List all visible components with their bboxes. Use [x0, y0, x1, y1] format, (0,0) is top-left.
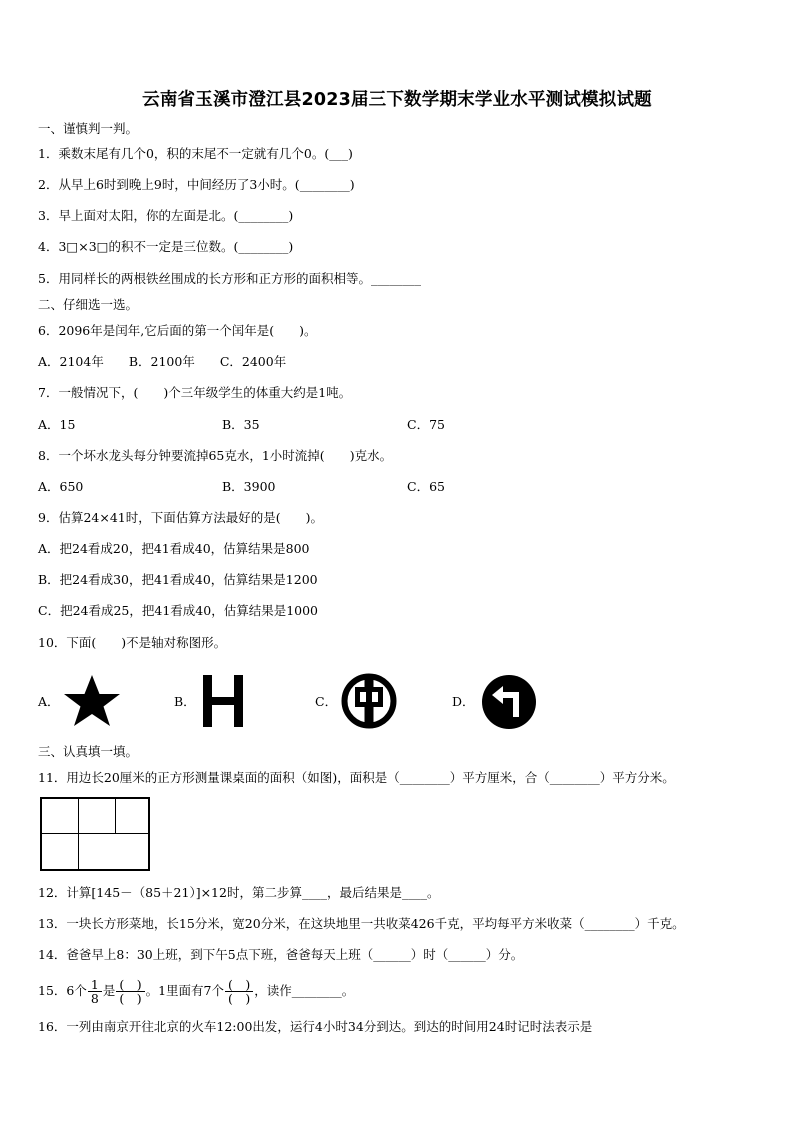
section-heading-choice: 二、仔细选一选。	[38, 297, 139, 312]
left-turn-sign-icon	[480, 673, 538, 731]
question-2: 2．从早上6时到晚上9时，中间经历了3小时。(________)	[38, 177, 355, 192]
question-11: 11．用边长20厘米的正方形测量课桌面的面积（如图)，面积是（________）平方厘米，合（________）平方分米。	[38, 770, 675, 785]
letter-h-icon	[200, 675, 246, 727]
question-4: 4．3□×3□的积不一定是三位数。(________)	[38, 239, 294, 254]
fraction-blank-2: $\frac{( )}{( )}$	[225, 978, 253, 1005]
q15-mid1: 是	[102, 983, 116, 998]
question-9-option-b: B．把24看成30，把41看成40，估算结果是1200	[38, 572, 318, 587]
question-10-label-b: B．	[174, 694, 196, 709]
question-10: 10．下面( )不是轴对称图形。	[38, 635, 227, 650]
question-10-label-c: C．	[315, 694, 338, 709]
question-15	[38, 972, 354, 1010]
question-9-option-a: A．把24看成20，把41看成40，估算结果是800	[38, 541, 310, 556]
question-6-options: A．2104年 B．2100年 C．2400年	[38, 354, 287, 369]
bank-logo-icon	[341, 673, 397, 729]
page-title: 云南省玉溪市澄江县2023届三下数学期末学业水平测试模拟试题	[142, 90, 652, 110]
question-3: 3．早上面对太阳，你的左面是北。(________)	[38, 208, 294, 223]
question-8-option-c: C．65	[407, 479, 445, 494]
question-8: 8．一个坏水龙头每分钟要流掉65克水，1小时流掉( )克水。	[38, 448, 393, 463]
desk-area-grid-figure	[40, 797, 150, 871]
question-12: 12．计算[145－（85＋21）]×12时，第二步算____，最后结果是____。	[38, 885, 440, 900]
q15-prefix: 15．6个	[38, 983, 87, 998]
section-heading-judge: 一、谨慎判一判。	[38, 121, 139, 136]
question-7-option-a: A．15	[38, 417, 76, 432]
question-8-option-b: B．3900	[222, 479, 276, 494]
star-icon	[60, 673, 124, 729]
question-9: 9．估算24×41时，下面估算方法最好的是( )。	[38, 510, 323, 525]
question-7-option-c: C．75	[407, 417, 445, 432]
question-5: 5．用同样长的两根铁丝围成的长方形和正方形的面积相等。________	[38, 271, 421, 286]
q15-suffix: ，读作________。	[254, 983, 355, 998]
question-13: 13．一块长方形菜地，长15分米，宽20分米，在这块地里一共收菜426千克，平均每平方米收菜（________）千克。	[38, 916, 685, 931]
q15-mid2: 。1里面有7个	[145, 983, 224, 998]
section-heading-fill: 三、认真填一填。	[38, 744, 139, 759]
question-16: 16．一列由南京开往北京的火车12:00出发，运行4小时34分到达。到达的时间用24时记时法表示是	[38, 1019, 593, 1034]
question-14: 14．爸爸早上8：30上班，到下午5点下班，爸爸每天上班（______）时（______）分。	[38, 947, 524, 962]
question-9-option-c: C．把24看成25，把41看成40，估算结果是1000	[38, 603, 318, 618]
question-10-label-a: A．	[38, 694, 60, 709]
fraction-one-eighth: $\frac{1}{8}$	[88, 978, 102, 1005]
question-6: 6．2096年是闰年,它后面的第一个闰年是( )。	[38, 323, 317, 338]
question-8-option-a: A．650	[38, 479, 84, 494]
fraction-blank-1: $\frac{( )}{( )}$	[116, 978, 144, 1005]
question-1: 1．乘数末尾有几个0，积的末尾不一定就有几个0。(___)	[38, 146, 353, 161]
question-7: 7．一般情况下，( )个三年级学生的体重大约是1吨。	[38, 385, 352, 400]
question-7-option-b: B．35	[222, 417, 260, 432]
question-10-label-d: D．	[452, 694, 475, 709]
